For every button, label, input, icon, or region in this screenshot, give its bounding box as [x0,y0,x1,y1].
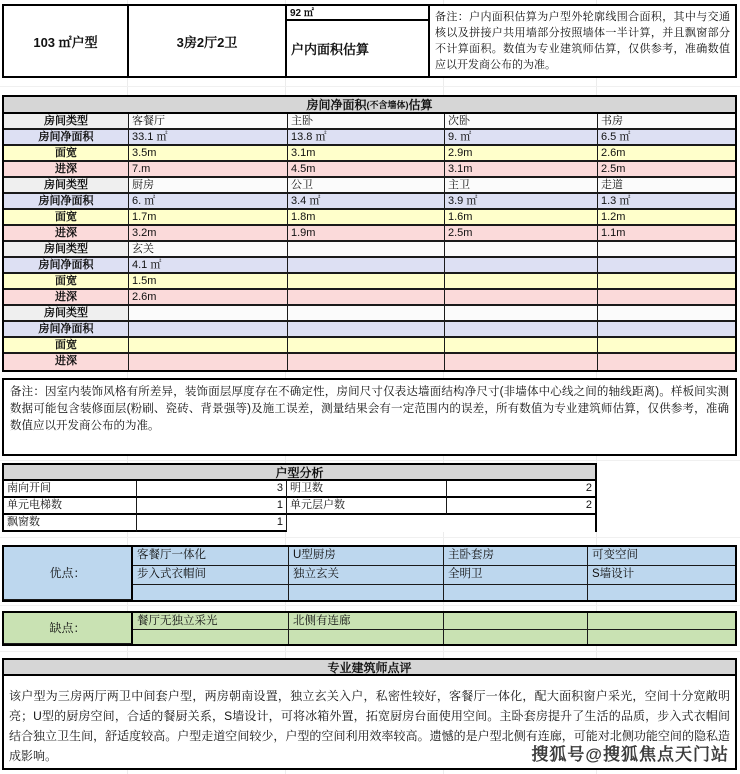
cell [129,322,288,338]
row-label: 进深 [4,226,129,242]
cell [288,354,445,370]
room-table-title [4,97,735,114]
cell [445,258,598,274]
table-row [4,162,735,178]
cell: 2.5m [598,162,735,178]
pros-item: 可变空间 [588,547,735,566]
pros-item: 主卧套房 [444,547,588,566]
pros-item: U型厨房 [289,547,444,566]
row-label: 房间净面积 [4,322,129,338]
indoor-area-value: 92 ㎡ [287,6,428,21]
cell: 7.m [129,162,288,178]
row-label: 房间类型 [4,306,129,322]
cell [129,338,288,354]
row-label: 面宽 [4,274,129,290]
architect-review-section [2,658,737,770]
analysis-label: 单元层户数 [287,498,447,515]
cons-item [588,613,735,630]
review-text: 该户型为三房两厅两卫中间套户型，两房朝南设置，独立玄关入户，私密性较好，客餐厅一体化，配大面积窗户采光，空间十分宽敞明亮；U型的厨房空间，合适的餐厨关系，S墙设计，可将冰箱外置，拓宽厨房台面使用空间。主卧套房提升了生活的品质，步入式衣帽间结合独立卫生间，舒适度较高。户型走道空间较少，户型的空间利用效率较高。遗憾的是户型北侧有连廊，可能对北侧功能空间的隐私造成影响。 [9,689,730,763]
table-row [4,498,595,515]
empty-cell [447,515,595,532]
cell [288,258,445,274]
pros-table [2,545,737,602]
table-row [4,306,735,322]
cell: 3.4 ㎡ [288,194,445,210]
row-label: 房间类型 [4,114,129,130]
grid-line [0,537,740,538]
table-row [4,290,735,306]
cell: 9. ㎡ [445,130,598,146]
cons-item [444,613,588,630]
indoor-area-cell [287,6,430,76]
cell: 2.6m [129,290,288,306]
cons-label: 缺点： [4,613,133,644]
grid-line [0,460,740,461]
cell: 主卧 [288,114,445,130]
cell: 公卫 [288,178,445,194]
cell: 3.1m [288,146,445,162]
cons-item [289,630,444,644]
table-row [4,481,595,498]
row-label: 房间类型 [4,178,129,194]
pros-item [444,585,588,600]
table-row [4,130,735,146]
cell [288,242,445,258]
review-body-box [2,676,737,770]
cell: 3.1m [445,162,598,178]
cons-item [444,630,588,644]
pros-label: 优点： [4,547,133,600]
cell [288,274,445,290]
table-row [4,146,735,162]
row-label: 房间净面积 [4,258,129,274]
pros-item: 步入式衣帽间 [133,566,289,585]
grid-line [0,651,740,652]
analysis-label: 明卫数 [287,481,447,498]
analysis-value: 1 [137,498,287,515]
cell: 走道 [598,178,735,194]
cell [288,338,445,354]
cell: 4.1 ㎡ [129,258,288,274]
room-table-title-small: (不含墙体) [366,100,409,110]
cell [445,354,598,370]
cell: 1.9m [288,226,445,242]
pros-item [588,585,735,600]
indoor-area-label: 户内面积估算 [291,42,370,57]
cell [288,306,445,322]
cell: 玄关 [129,242,288,258]
cell [445,306,598,322]
row-label: 面宽 [4,338,129,354]
cell [445,274,598,290]
cell: 33.1 ㎡ [129,130,288,146]
cell [288,322,445,338]
row-label: 面宽 [4,210,129,226]
unit-analysis-table [2,463,597,532]
cell: 次卧 [445,114,598,130]
analysis-label: 飘窗数 [4,515,137,532]
cell [598,258,735,274]
empty-cell [287,515,447,532]
table-row [4,354,735,370]
row-label: 面宽 [4,146,129,162]
cell: 3.9 ㎡ [445,194,598,210]
table-row [4,322,735,338]
cons-item: 北侧有连廊 [289,613,444,630]
analysis-value: 1 [137,515,287,532]
cell: 1.3 ㎡ [598,194,735,210]
cell [598,322,735,338]
row-label: 房间类型 [4,242,129,258]
cell: 书房 [598,114,735,130]
cell [598,290,735,306]
table-row [4,258,735,274]
room-table-title-tail: 估算 [408,98,433,112]
analysis-value: 2 [447,481,595,498]
analysis-value: 3 [137,481,287,498]
analysis-label: 南向开间 [4,481,137,498]
cell [445,322,598,338]
cell: 13.8 ㎡ [288,130,445,146]
row-label: 进深 [4,162,129,178]
cell: 3.5m [129,146,288,162]
cell: 2.9m [445,146,598,162]
cell [129,306,288,322]
cell: 4.5m [288,162,445,178]
cell [129,354,288,370]
cell: 1.2m [598,210,735,226]
cell [445,242,598,258]
area-estimate-note: 备注：户内面积估算为户型外轮廓线围合面积，其中与交通核以及拼接户共用墙部分按照墙体一半计算，并且飘窗部分不计算面积。数值为专业建筑师估算，仅供参考，准确数值应以开发商公布的为准。 [435,11,730,71]
cell [598,274,735,290]
room-net-area-table [2,95,737,372]
cell [598,354,735,370]
table-row [4,114,735,130]
cell [598,306,735,322]
grid-line [0,605,740,606]
table-row [4,210,735,226]
cell [598,242,735,258]
cell: 2.6m [598,146,735,162]
table-row [4,194,735,210]
review-title: 专业建筑师点评 [2,658,737,676]
cell: 主卫 [445,178,598,194]
analysis-title: 户型分析 [4,465,595,481]
cell: 2.5m [445,226,598,242]
row-label: 进深 [4,354,129,370]
pros-item [289,585,444,600]
cell: 6.5 ㎡ [598,130,735,146]
cell [445,290,598,306]
table-row [4,274,735,290]
row-label: 进深 [4,290,129,306]
analysis-value: 2 [447,498,595,515]
pros-item: 全明卫 [444,566,588,585]
cell [288,290,445,306]
table-row [4,338,735,354]
cons-item [133,630,289,644]
grid-line [0,86,740,87]
unit-size-cell: 103 ㎡户型 [4,6,129,76]
watermark: 搜狐号@搜狐焦点天门站 [531,745,729,764]
cons-table [2,611,737,646]
table-row [4,515,595,532]
cell: 1.7m [129,210,288,226]
unit-layout-cell: 3房2厅2卫 [129,6,287,76]
table-row [4,226,735,242]
unit-summary-header [2,4,737,78]
cell: 客餐厅 [129,114,288,130]
table-row [4,178,735,194]
row-label: 房间净面积 [4,194,129,210]
pros-item: 独立玄关 [289,566,444,585]
cell: 1.5m [129,274,288,290]
cell: 1.1m [598,226,735,242]
cell: 1.6m [445,210,598,226]
table-row [4,242,735,258]
cell [598,338,735,354]
pros-item: 客餐厅一体化 [133,547,289,566]
cell: 厨房 [129,178,288,194]
cons-item [588,630,735,644]
cell: 1.8m [288,210,445,226]
measurement-note: 备注：因室内装饰风格有所差异，装饰面层厚度存在不确定性，房间尺寸仅表达墙面结构净尺寸(非墙体中心线之间的轴线距离)。样板间实测数据可能包含装修面层(粉刷、瓷砖、背景强等)及施工误差，测量结果会有一定范围内的误差，所有数值为专业建筑师估算，仅供参考，准确数值应以开发商公布的为准。 [2,378,737,456]
analysis-label: 单元电梯数 [4,498,137,515]
cell: 6. ㎡ [129,194,288,210]
cell [445,338,598,354]
room-table-title-main: 房间净面积 [306,98,367,112]
row-label: 房间净面积 [4,130,129,146]
cons-item: 餐厅无独立采光 [133,613,289,630]
pros-item [133,585,289,600]
cell: 3.2m [129,226,288,242]
pros-item: S墙设计 [588,566,735,585]
